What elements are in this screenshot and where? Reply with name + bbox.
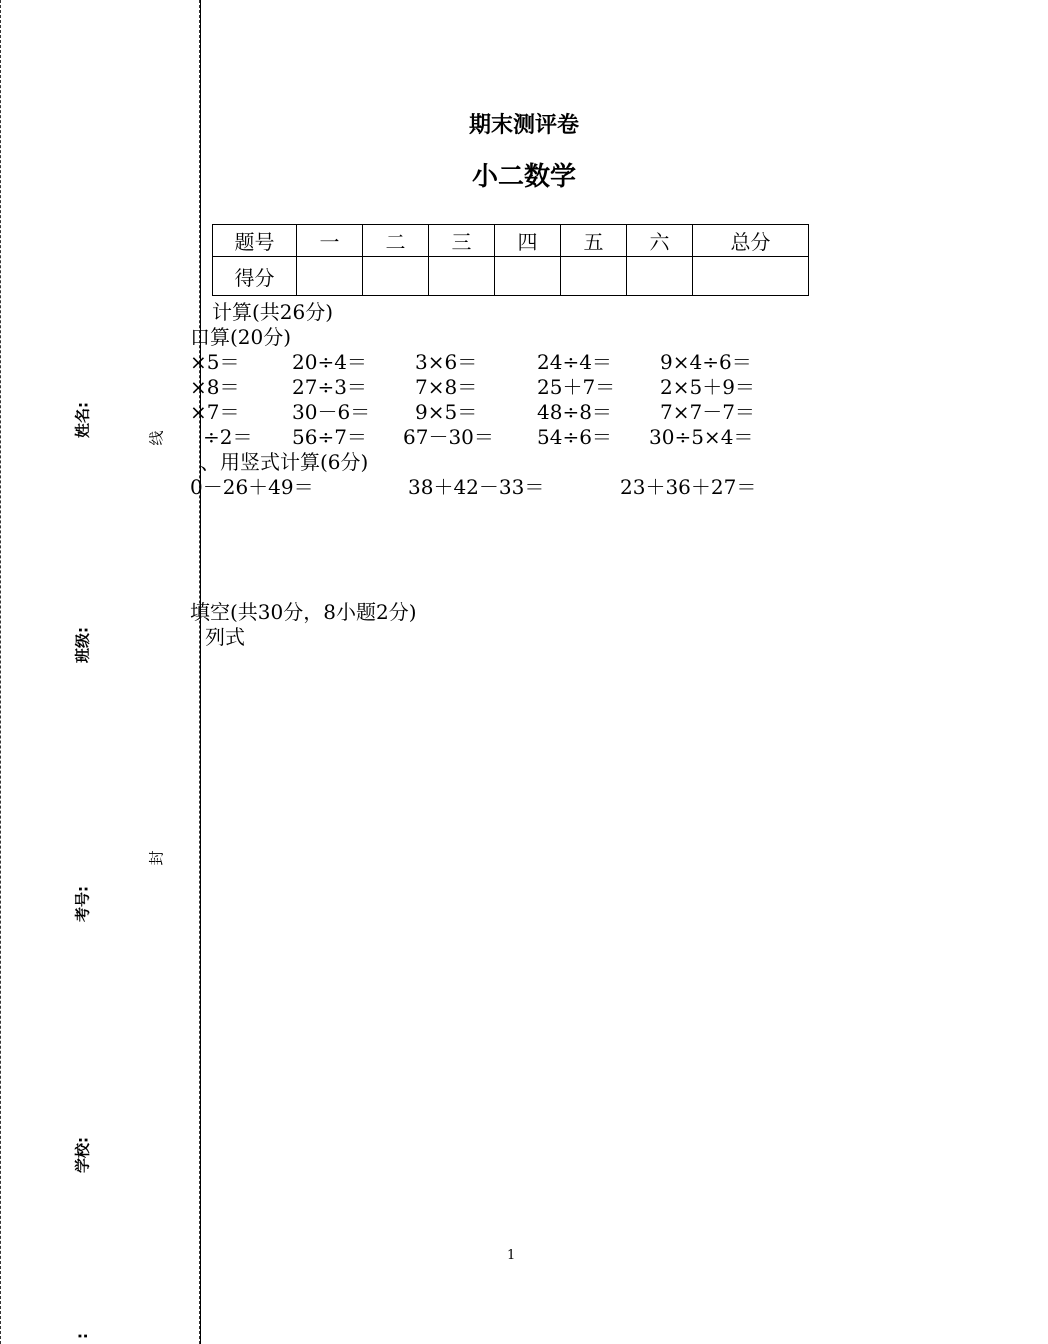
- score-header-cell: 六: [627, 225, 693, 257]
- class-label: 班级:: [73, 627, 92, 663]
- content-area: [190, 0, 950, 1344]
- oral-item: 56÷7＝: [292, 425, 367, 449]
- seal-seal-mark: 封: [147, 850, 166, 866]
- binding-line: [200, 0, 201, 1344]
- oral-item: 25＋7＝: [537, 375, 616, 399]
- exam-subtitle: 小二数学: [471, 162, 576, 192]
- vertical-item: 23＋36＋27＝: [620, 475, 757, 499]
- oral-item: 27÷3＝: [292, 375, 367, 399]
- score-cell[interactable]: [297, 257, 363, 296]
- score-row-label: 得分: [213, 257, 297, 296]
- score-cell[interactable]: [363, 257, 429, 296]
- section-2-sub-heading: 列式: [205, 625, 245, 649]
- score-table-score-row: [213, 257, 809, 296]
- score-header-cell: 二: [363, 225, 429, 257]
- score-header-cell: 总分: [693, 225, 809, 257]
- bottom-label: :: [73, 1333, 91, 1339]
- oral-item: 48÷8＝: [537, 400, 612, 424]
- score-table-header-row: [213, 225, 809, 257]
- score-cell[interactable]: [627, 257, 693, 296]
- score-cell[interactable]: [561, 257, 627, 296]
- oral-item: ×5＝: [190, 350, 240, 374]
- score-header-cell: 四: [495, 225, 561, 257]
- section-1-oral-heading: 口算(20分): [190, 325, 292, 349]
- oral-item: 2×5＋9＝: [660, 375, 755, 399]
- oral-item: 7×7－7＝: [660, 400, 755, 424]
- name-label: 姓名:: [73, 402, 92, 438]
- oral-item: 30÷5×4＝: [649, 425, 754, 449]
- oral-item: 24÷4＝: [537, 350, 612, 374]
- page-number: 1: [507, 1248, 516, 1263]
- score-table: [212, 224, 809, 296]
- score-header-cell: 题号: [213, 225, 297, 257]
- vertical-item: 0－26＋49＝: [190, 475, 314, 499]
- score-header-cell: 五: [561, 225, 627, 257]
- section-1-title: 计算(共26分): [212, 300, 334, 324]
- oral-item: ×8＝: [190, 375, 240, 399]
- vertical-item: 38＋42－33＝: [408, 475, 545, 499]
- section-2-title: 填空(共30分，8小题2分): [190, 600, 417, 624]
- oral-item: ×7＝: [190, 400, 240, 424]
- oral-item: 30－6＝: [292, 400, 371, 424]
- oral-item: 54÷6＝: [537, 425, 612, 449]
- score-cell[interactable]: [429, 257, 495, 296]
- oral-item: 9×4÷6＝: [660, 350, 752, 374]
- score-cell[interactable]: [495, 257, 561, 296]
- score-header-cell: 一: [297, 225, 363, 257]
- oral-item: 20÷4＝: [292, 350, 367, 374]
- section-1-vertical-heading: 、用竖式计算(6分): [200, 450, 369, 474]
- oral-item: 9×5＝: [415, 400, 478, 424]
- score-cell[interactable]: [693, 257, 809, 296]
- exam-title: 期末测评卷: [468, 113, 579, 138]
- oral-item: 67－30＝: [403, 425, 494, 449]
- score-header-cell: 三: [429, 225, 495, 257]
- oral-item: 7×8＝: [415, 375, 478, 399]
- exam-number-label: 考号:: [73, 886, 92, 922]
- oral-item: ÷2＝: [203, 425, 253, 449]
- seal-line-mark: 线: [147, 430, 166, 446]
- oral-item: 3×6＝: [415, 350, 478, 374]
- school-label: 学校:: [73, 1137, 92, 1173]
